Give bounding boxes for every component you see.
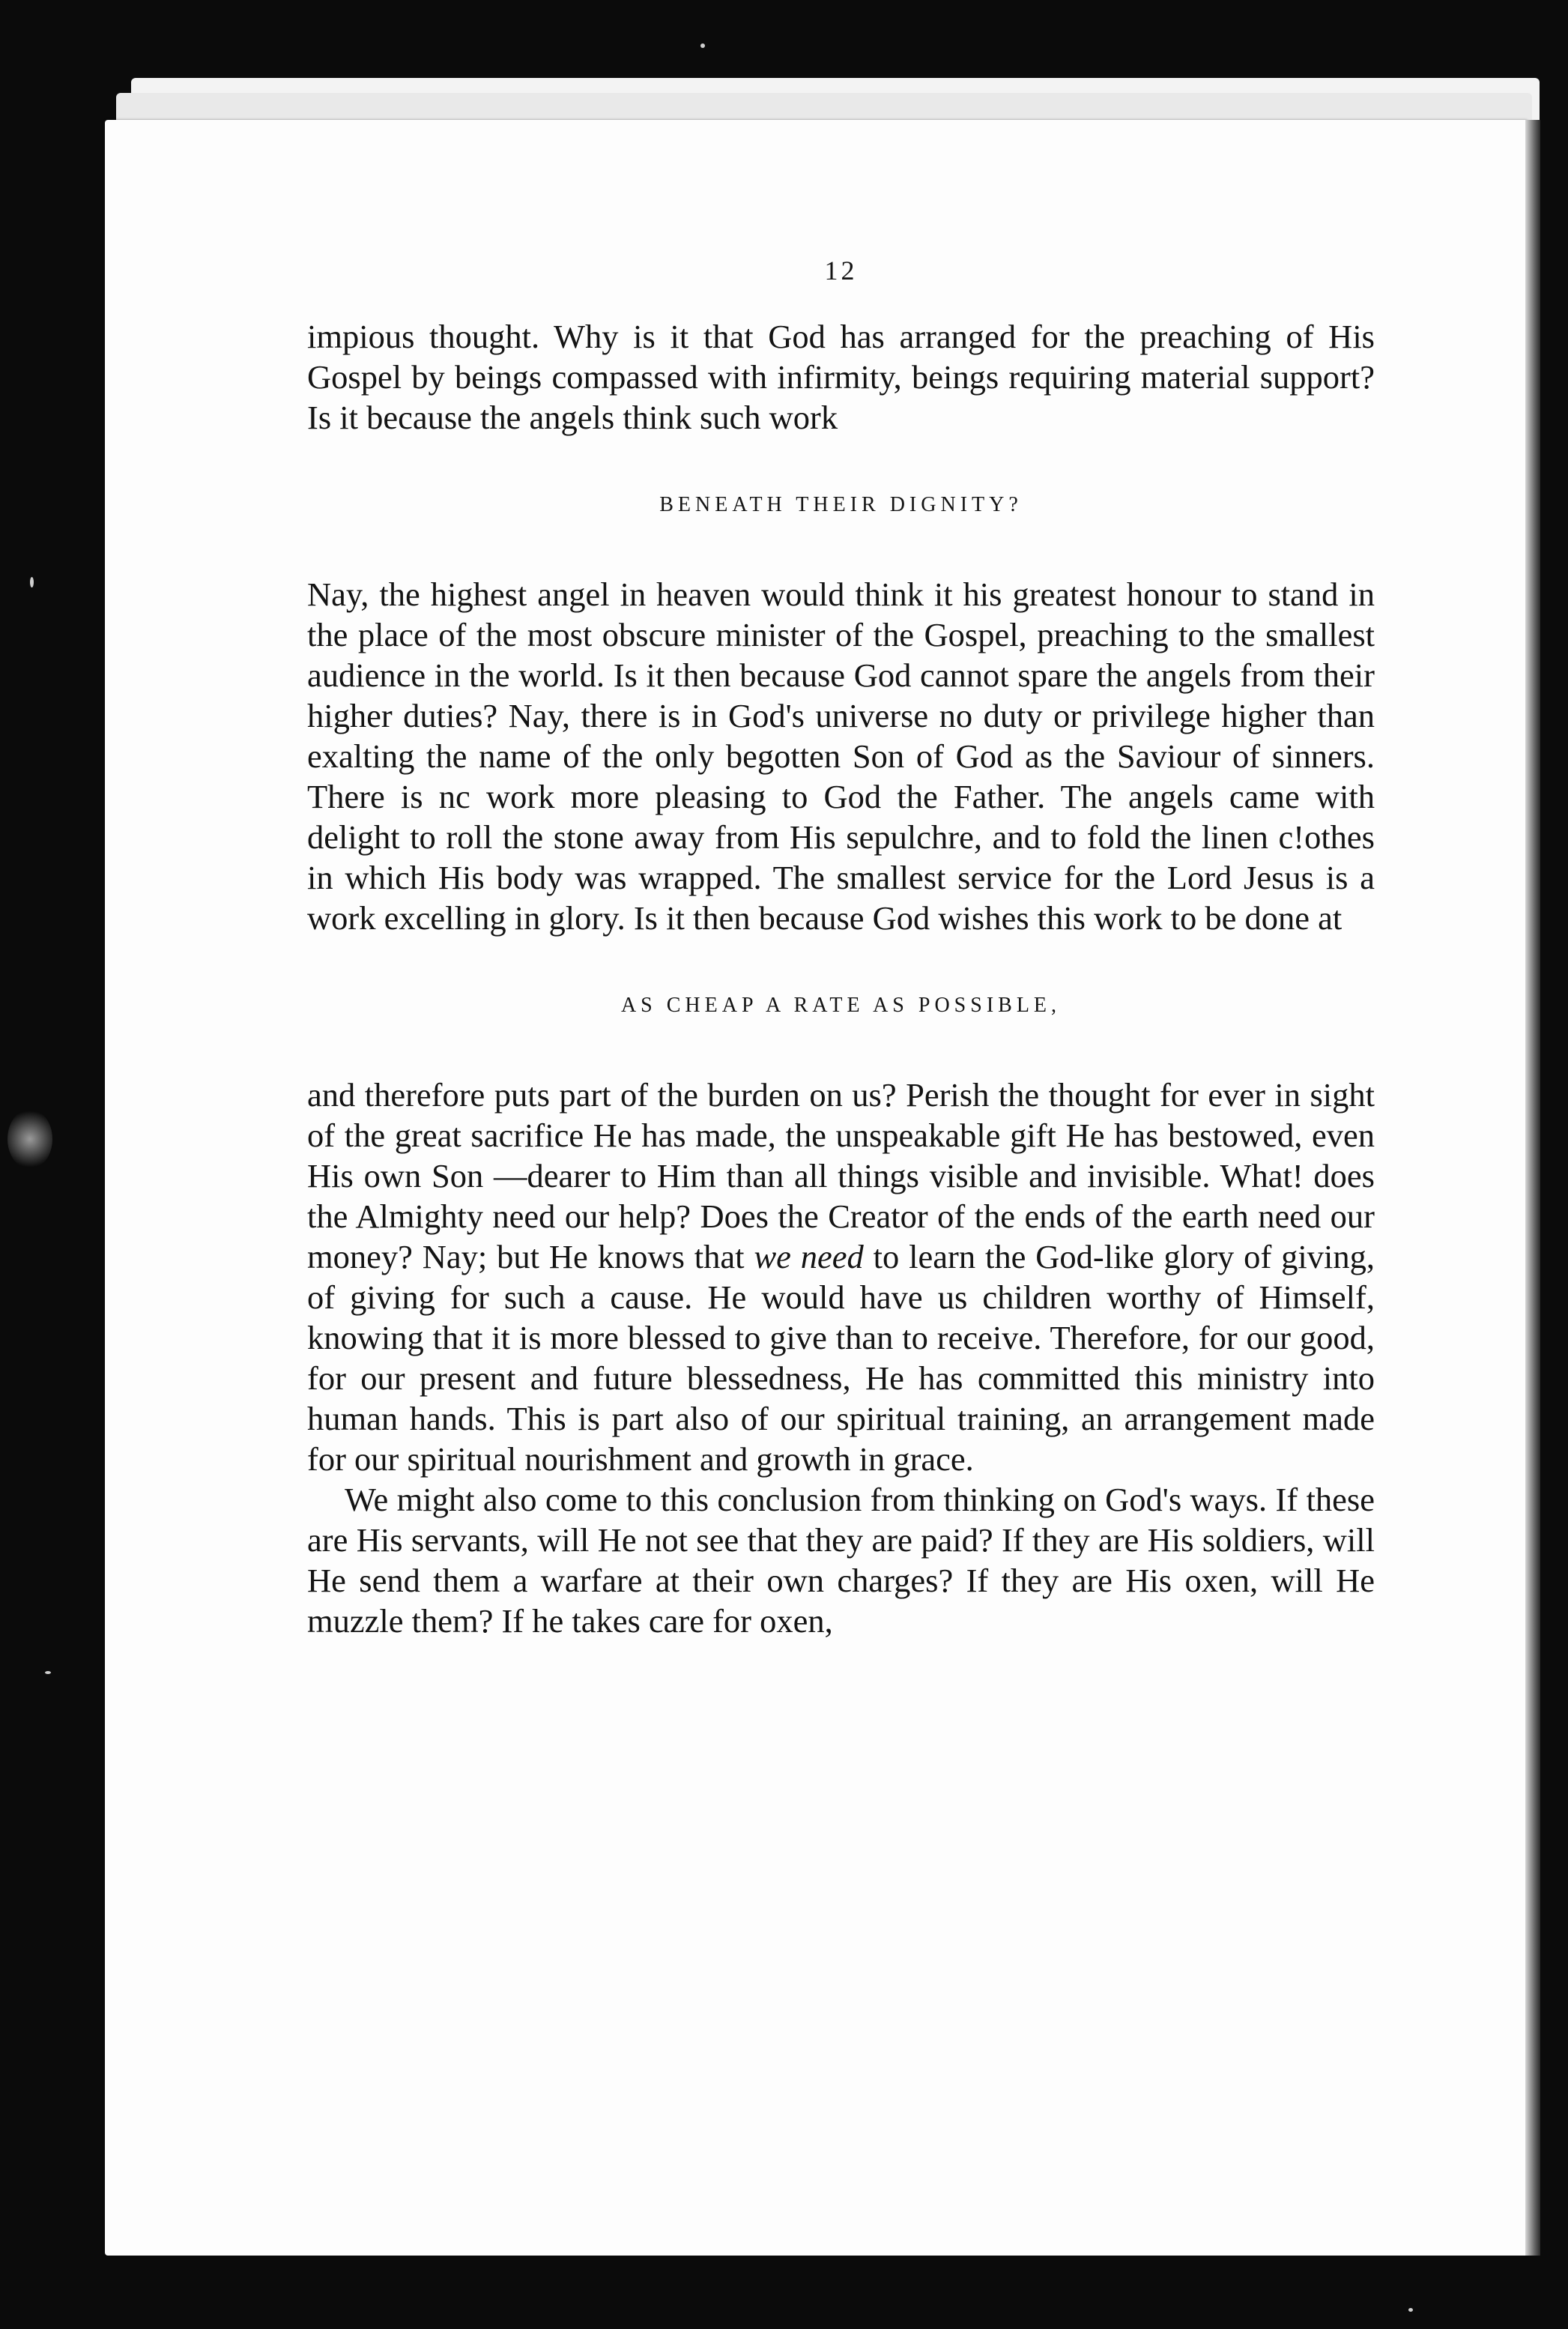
dust-speck — [30, 577, 34, 587]
paragraph-4: We might also come to this conclusion from thinking on God's ways. If these are His servants, will He not see that they are paid? If they are His soldiers, will He send them a warfare at their own charges? If they are His oxen, will He muzzle them? If he takes care for oxen, — [307, 1481, 1375, 1640]
dust-speck — [700, 43, 705, 48]
dust-speck — [1408, 2308, 1413, 2312]
page-content — [307, 255, 1375, 1641]
section-heading-dignity: BENEATH THEIR DIGNITY? — [659, 493, 1023, 516]
section-heading-cheap-rate: AS CHEAP A RATE AS POSSIBLE, — [620, 994, 1062, 1017]
page-number: 12 — [824, 256, 858, 286]
paragraph-3-text-b: to learn the God-like glory of giving, of giving for such a cause. He would have us children worthy of Himself, knowing that it is more blessed to give than to receive. Therefore, for our good, for our present and future blessedness, He has committed this ministry into human hands. This is part also of our spiritual training, an arrangement made for our spiritual nourishment and growth in grace. — [307, 1238, 1375, 1478]
paragraph-1: impious thought. Why is it that God has arranged for the preaching of His Gospel by beings compassed with infirmity, beings requiring material support? Is it because the angels think such work — [307, 318, 1375, 436]
page-binding-edge — [1525, 120, 1540, 2256]
paragraph-3 — [307, 1075, 1375, 1479]
paragraph-3-text-a: and therefore puts part of the burden on us? Perish the thought for ever in sight of the great sacrifice He has made, the unspeakable gift He has bestowed, even His own Son —dearer to Him than all things visible and invisible. What! does the Almighty need our help? Does the Creator of the ends of the earth need our money? Nay; but He knows that — [307, 1076, 1375, 1275]
paragraph-2: Nay, the highest angel in heaven would think it his greatest honour to stand in the place of the most obscure minister of the Gospel, preaching to the smallest audience in the world. Is it then because God cannot spare the angels from their higher duties? Nay, there is in God's universe no duty or privilege higher than exalting the name of the only begotten Son of God as the Saviour of sinners. There is nc work more pleasing to God the Father. The angels came with delight to roll the stone away from His sepulchre, and to fold the linen c!othes in which His body was wrapped. The smallest service for the Lord Jesus is a work excelling in glory. Is it then because God wishes this work to be done at — [307, 576, 1375, 937]
dust-speck — [45, 1671, 51, 1674]
scan-light-artifact — [7, 1109, 52, 1169]
paragraph-3-emphasis: we need — [754, 1238, 864, 1275]
